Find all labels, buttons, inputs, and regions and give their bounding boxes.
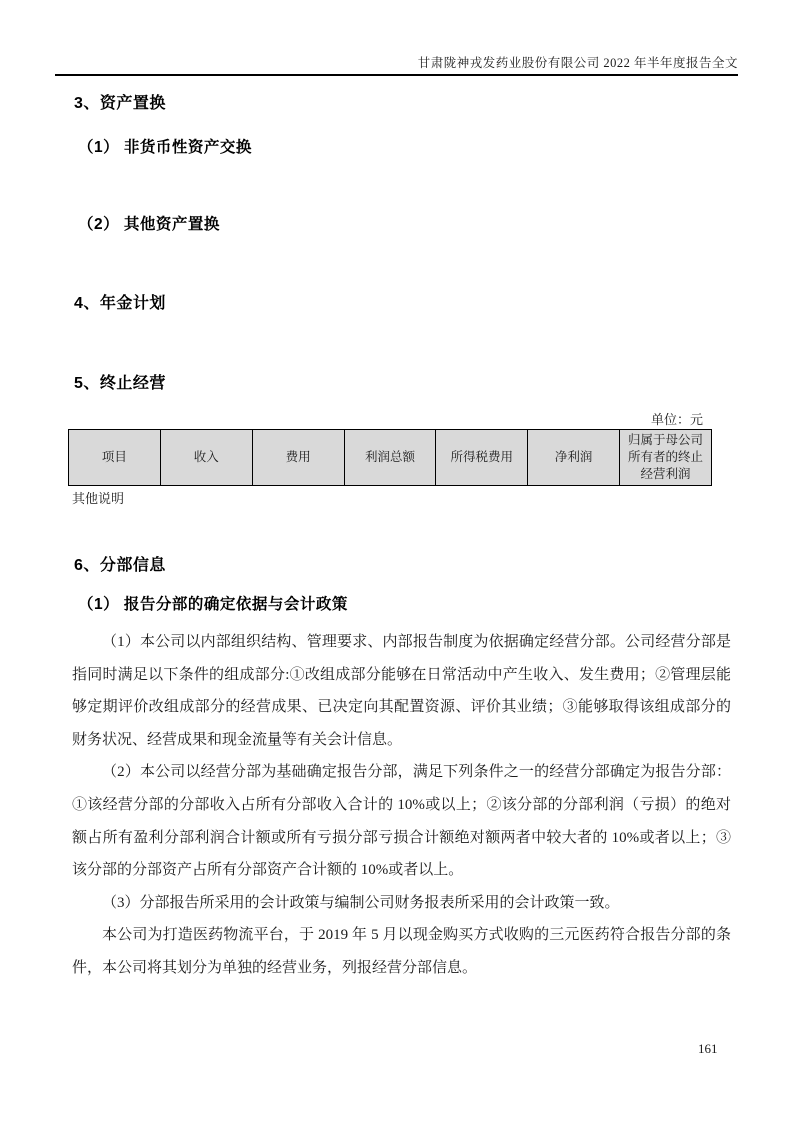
section-3-sub-2: （2） 其他资产置换 <box>78 216 220 233</box>
table-header-row <box>69 430 712 486</box>
section-4-title: 4、年金计划 <box>74 295 166 312</box>
section-3-title: 3、资产置换 <box>74 95 166 112</box>
section-5-title: 5、终止经营 <box>74 375 166 392</box>
table-header-net-profit: 净利润 <box>528 430 620 486</box>
section-6-sub-1: （1） 报告分部的确定依据与会计政策 <box>78 596 348 613</box>
page-number: 161 <box>698 1041 718 1056</box>
other-note-label: 其他说明 <box>72 491 125 506</box>
table-header-expense: 费用 <box>252 430 344 486</box>
table-header-revenue: 收入 <box>160 430 252 486</box>
table-header-parent-profit: 归属于母公司所有者的终止经营利润 <box>620 430 712 486</box>
discontinued-operations-table <box>68 429 712 486</box>
table-header-income-tax: 所得税费用 <box>436 430 528 486</box>
segment-body-text <box>72 626 731 985</box>
segment-paragraph-1: （1）本公司以内部组织结构、管理要求、内部报告制度为依据确定经营分部。公司经营分部是指同时满足以下条件的组成部分:①改组成部分能够在日常活动中产生收入、发生费用；②管理层能够定期评价改组成部分的经营成果、已决定向其配置资源、评价其业绩；③能够取得该组成部分的财务状况、经营成果和现金流量等有关会计信息。 <box>72 634 731 748</box>
segment-paragraph-2: （2）本公司以经营分部为基础确定报告分部，满足下列条件之一的经营分部确定为报告分部：①该经营分部的分部收入占所有分部收入合计的 10%或以上；②该分部的分部利润（亏损）的绝对额占所有盈利分部利润合计额或所有亏损分部亏损合计额绝对额两者中较大者的 10%或者以上；③该分部的分部资产占所有分部资产合计额的 10%或者以上。 <box>72 764 731 879</box>
section-6-title: 6、分部信息 <box>74 557 166 574</box>
table-header-total-profit: 利润总额 <box>344 430 436 486</box>
segment-paragraph-4: 本公司为打造医药物流平台，于 2019 年 5 月以现金购买方式收购的三元医药符合报告分部的条件，本公司将其划分为单独的经营业务，列报经营分部信息。 <box>72 927 731 976</box>
segment-paragraph-3: （3）分部报告所采用的会计政策与编制公司财务报表所采用的会计政策一致。 <box>102 894 620 911</box>
table-header-item: 项目 <box>69 430 161 486</box>
report-header-title: 甘肃陇神戎发药业股份有限公司 2022 年半年度报告全文 <box>55 56 738 76</box>
unit-label: 单位：元 <box>650 412 703 427</box>
section-3-sub-1: （1） 非货币性资产交换 <box>78 139 252 156</box>
